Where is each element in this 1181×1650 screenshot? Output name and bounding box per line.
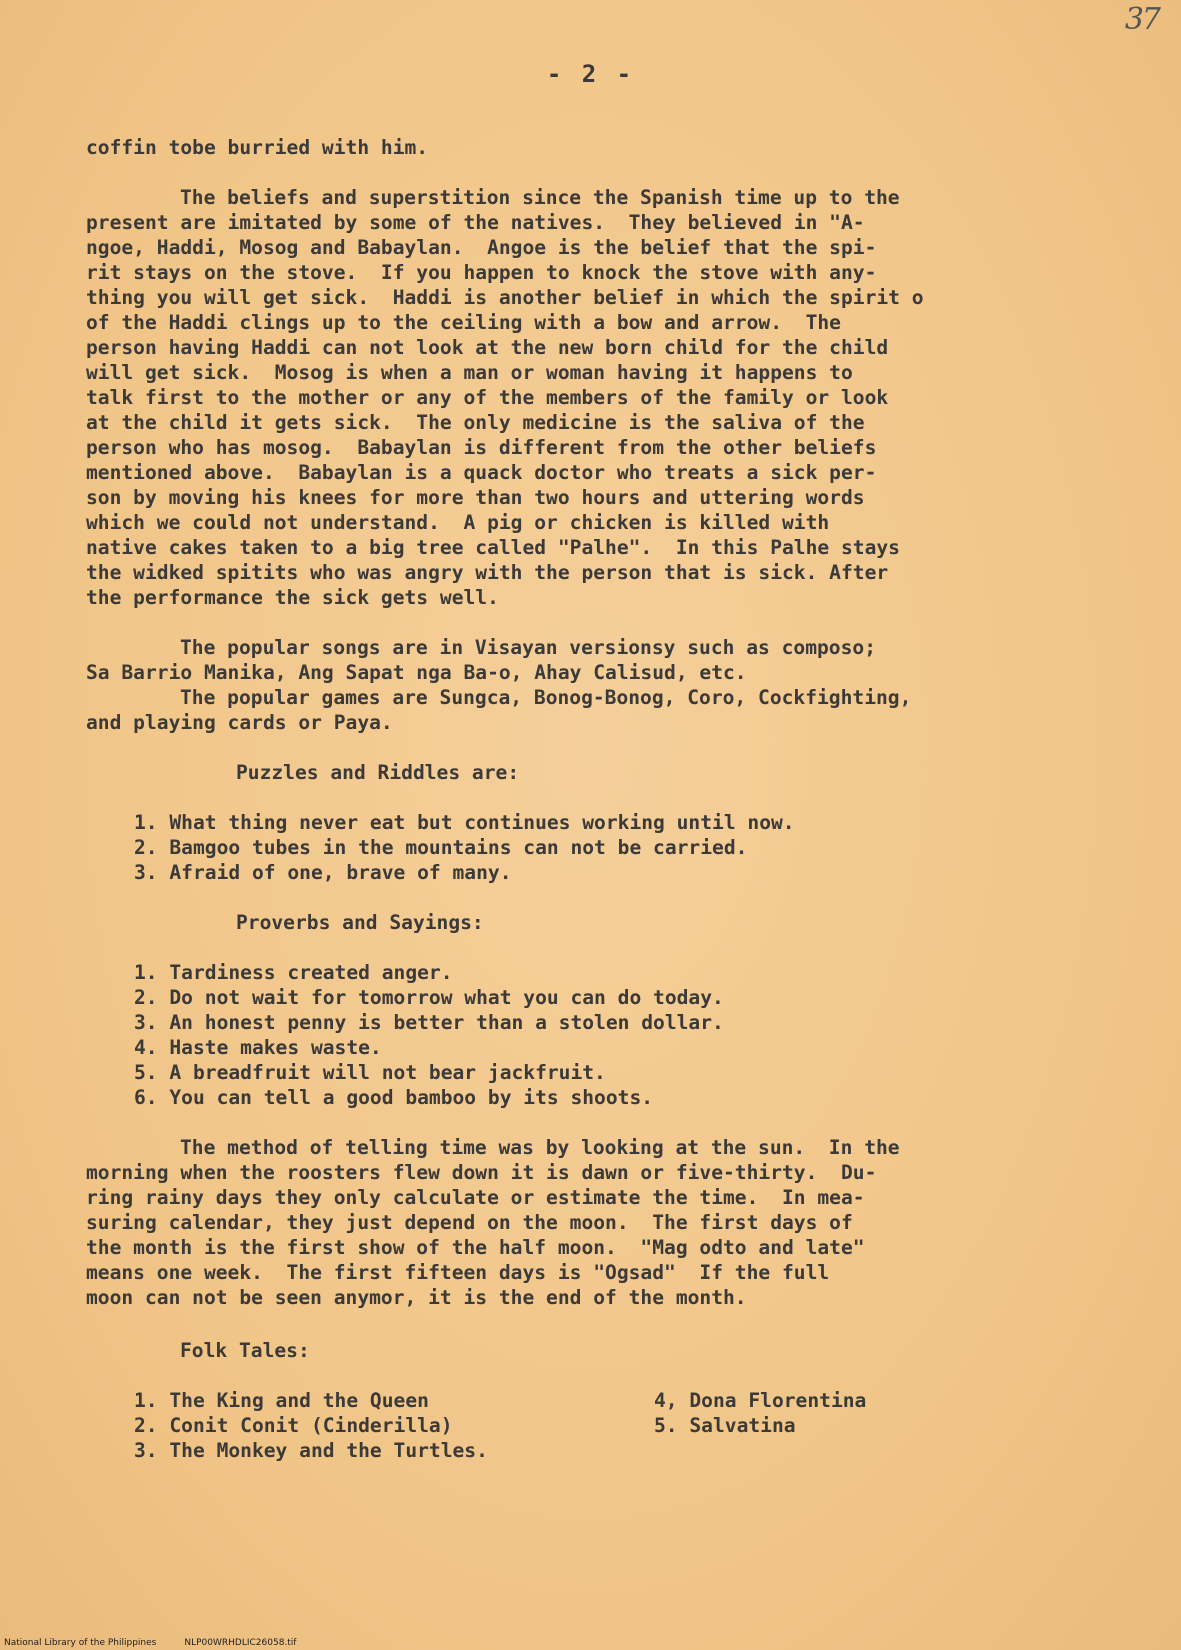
list-item: 3. An honest penny is better than a stolen dollar. xyxy=(134,1011,724,1034)
text-line: the widked spitits who was angry with the person that is sick. After xyxy=(86,561,889,584)
file-name: NLP00WRHDLIC26058.tif xyxy=(184,1638,297,1648)
list-item: 1. What thing never eat but continues working until now. xyxy=(134,811,795,834)
list-item: 3. Afraid of one, brave of many. xyxy=(134,861,512,884)
text-line: which we could not understand. A pig or chicken is killed with xyxy=(86,511,830,534)
proverbs-heading: Proverbs and Sayings: xyxy=(236,911,484,934)
text-line: rit stays on the stove. If you happen to knock the stove with any- xyxy=(86,261,877,284)
text-line: The popular songs are in Visayan versionsy such as composo; xyxy=(180,636,876,659)
folk-tales-right-column xyxy=(654,1388,1054,1463)
puzzles-section xyxy=(86,760,1116,885)
text-line: morning when the roosters flew down it is dawn or five-thirty. Du- xyxy=(86,1161,877,1184)
text-line: The popular games are Sungca, Bonog-Bonog, Coro, Cockfighting, xyxy=(180,686,912,709)
text-line: the performance the sick gets well. xyxy=(86,586,499,609)
songs-paragraph xyxy=(86,635,1116,685)
folk-tales-section xyxy=(86,1338,1116,1463)
list-item: 2. Conit Conit (Cinderilla) xyxy=(134,1414,453,1437)
text-line: suring calendar, they just depend on the moon. The first days of xyxy=(86,1211,853,1234)
list-item: 1. Tardiness created anger. xyxy=(134,961,453,984)
text-line: at the child it gets sick. The only medicine is the saliva of the xyxy=(86,411,865,434)
list-item: 2. Do not wait for tomorrow what you can do today. xyxy=(134,986,724,1009)
list-item: 3. The Monkey and the Turtles. xyxy=(134,1439,488,1462)
page-number: - 2 - xyxy=(546,60,635,88)
text-line: mentioned above. Babaylan is a quack doctor who treats a sick per- xyxy=(86,461,877,484)
text-line: ring rainy days they only calculate or estimate the time. In mea- xyxy=(86,1186,865,1209)
text-line: person having Haddi can not look at the new born child for the child xyxy=(86,336,889,359)
text-line: Sa Barrio Manika, Ang Sapat nga Ba-o, Ahay Calisud, etc. xyxy=(86,661,747,684)
text-line: thing you will get sick. Haddi is another belief in which the spirit o xyxy=(86,286,924,309)
text-line: person who has mosog. Babaylan is different from the other beliefs xyxy=(86,436,877,459)
text-line: ngoe, Haddi, Mosog and Babaylan. Angoe is the belief that the spi- xyxy=(86,236,877,259)
text-line: The method of telling time was by looking at the sun. In the xyxy=(180,1136,900,1159)
text-line: of the Haddi clings up to the ceiling with a bow and arrow. The xyxy=(86,311,841,334)
text-line: son by moving his knees for more than two hours and uttering words xyxy=(86,486,865,509)
puzzles-heading: Puzzles and Riddles are: xyxy=(236,761,520,784)
opening-line: coffin tobe burried with him. xyxy=(86,136,429,159)
folk-tales-left-column xyxy=(134,1388,654,1463)
time-paragraph xyxy=(86,1135,1116,1310)
games-paragraph xyxy=(86,685,1116,735)
archive-mark: 37 xyxy=(1124,2,1159,37)
list-item: 5. A breadfruit will not bear jackfruit. xyxy=(134,1061,606,1084)
list-item: 5. Salvatina xyxy=(654,1414,796,1437)
list-item: 4, Dona Florentina xyxy=(654,1389,867,1412)
document-body xyxy=(86,135,1116,1463)
scan-footer xyxy=(4,1638,324,1648)
library-name: National Library of the Philippines xyxy=(4,1638,157,1648)
text-line: native cakes taken to a big tree called "Palhe". In this Palhe stays xyxy=(86,536,900,559)
text-line: present are imitated by some of the natives. They believed in "A- xyxy=(86,211,865,234)
beliefs-paragraph xyxy=(86,185,1116,610)
proverbs-section xyxy=(86,910,1116,1110)
list-item: 2. Bamgoo tubes in the mountains can not be carried. xyxy=(134,836,748,859)
text-line: The beliefs and superstition since the Spanish time up to the xyxy=(180,186,900,209)
folk-tales-list xyxy=(86,1388,1116,1463)
text-line: talk first to the mother or any of the members of the family or look xyxy=(86,386,889,409)
text-line: will get sick. Mosog is when a man or woman having it happens to xyxy=(86,361,853,384)
folk-tales-heading: Folk Tales: xyxy=(180,1339,310,1362)
text-line: moon can not be seen anymor, it is the end of the month. xyxy=(86,1286,747,1309)
text-line: and playing cards or Paya. xyxy=(86,711,393,734)
list-item: 1. The King and the Queen xyxy=(134,1389,429,1412)
text-line: the month is the first show of the half moon. "Mag odto and late" xyxy=(86,1236,865,1259)
text-line: means one week. The first fifteen days is "Ogsad" If the full xyxy=(86,1261,830,1284)
list-item: 4. Haste makes waste. xyxy=(134,1036,382,1059)
list-item: 6. You can tell a good bamboo by its shoots. xyxy=(134,1086,654,1109)
